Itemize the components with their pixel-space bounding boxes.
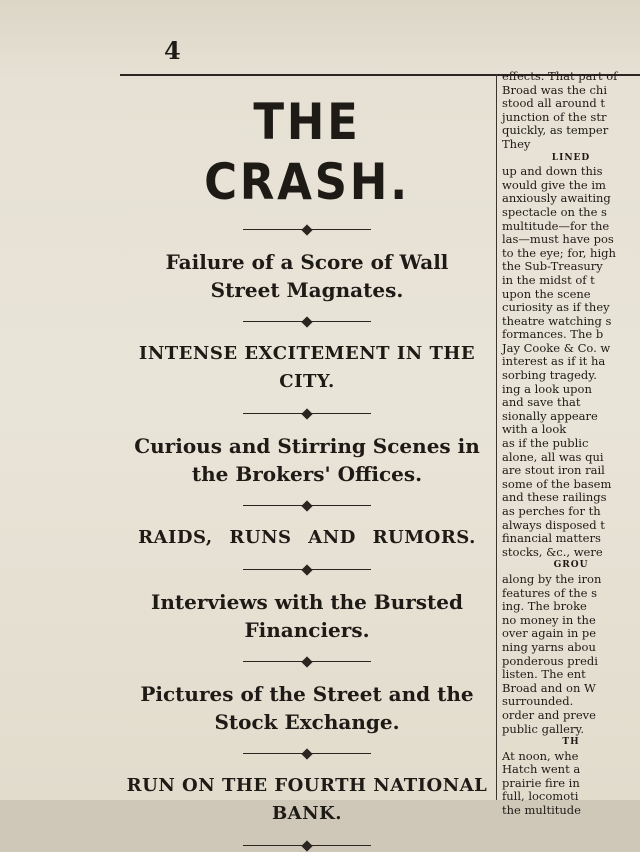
headline-deck-line: RUN ON THE FOURTH NATIONAL BANK. <box>126 775 488 824</box>
side-subhead: LINED <box>551 152 591 163</box>
headline-deck-line: Financiers. <box>244 618 370 642</box>
side-text-line: financial matters <box>502 531 601 546</box>
side-text-line: up and down this <box>502 164 603 179</box>
side-text-line: curiosity as if they <box>502 300 610 315</box>
headline-deck-line: Pictures of the Street and the <box>140 682 474 706</box>
deck-separator <box>243 500 371 512</box>
deck-separator <box>243 408 371 420</box>
headline-deck-line: RAIDS, RUNS AND RUMORS. <box>138 527 476 548</box>
side-text-line: the Sub-Treasury <box>502 259 603 274</box>
headline-deck-line: the Brokers' Offices. <box>191 462 423 486</box>
side-text-line: some of the basem <box>502 476 612 491</box>
side-text-line: anxiously awaiting <box>502 191 611 206</box>
side-text-line: prairie fire in <box>502 775 580 790</box>
main-article-column <box>118 80 496 824</box>
headline-deck-line: Interviews with the Bursted <box>151 590 463 614</box>
side-subhead: TH <box>562 737 580 748</box>
headline-deck-line: Failure of a Score of Wall <box>165 250 449 274</box>
side-text-line: At noon, whe <box>502 748 579 763</box>
side-text-line: ponderous predi <box>502 653 598 668</box>
column-rule <box>496 74 497 800</box>
headline-deck-line: Street Magnates. <box>210 278 404 302</box>
side-text-line: formances. The b <box>502 327 604 342</box>
side-text-line: public gallery. <box>502 721 585 736</box>
side-text-line: along by the iron <box>502 571 602 586</box>
side-text-line: full, locomoti <box>502 789 579 804</box>
side-text-line: sorbing tragedy. <box>502 368 597 383</box>
main-headline: THE CRASH. <box>204 93 410 211</box>
side-text-line: interest as if it ha <box>502 354 606 369</box>
side-text-line: upon the scene <box>502 286 591 301</box>
side-text-line: junction of the str <box>502 109 607 124</box>
side-text-line: ning yarns abou <box>502 639 596 654</box>
side-text-line: listen. The ent <box>502 667 586 682</box>
side-text-line: always disposed t <box>502 517 605 532</box>
side-text-line: Jay Cooke & Co. w <box>502 340 611 355</box>
side-text-line: las—must have pos <box>502 232 614 247</box>
side-text-line: They <box>502 136 531 151</box>
page-number: 4 <box>164 36 181 65</box>
side-text-line: sionally appeare <box>502 408 598 423</box>
side-text-line: and these railings <box>502 490 607 505</box>
side-text-line: over again in pe <box>502 626 597 641</box>
side-text-line: stocks, &c., were <box>502 544 603 559</box>
headline-deck-line: INTENSE EXCITEMENT IN THE CITY. <box>138 343 476 392</box>
headline-deck-line: Curious and Stirring Scenes in <box>134 434 480 458</box>
side-text-line: alone, all was qui <box>502 449 604 464</box>
side-text-line: spectacle on the s <box>502 204 607 219</box>
side-text-line: with a look <box>502 422 567 437</box>
side-text-line: no money in the <box>502 612 596 627</box>
deck-separator <box>243 224 371 236</box>
headline-deck-line: Stock Exchange. <box>214 710 400 734</box>
side-text-line: as perches for th <box>502 504 601 518</box>
side-text-line: ing a look upon <box>502 381 592 396</box>
deck-separator <box>243 748 371 760</box>
side-text-line: as if the public <box>502 436 589 451</box>
side-text-line: theatre watching s <box>502 313 612 328</box>
side-text-line: order and preve <box>502 707 596 722</box>
deck-separator <box>243 840 371 852</box>
headline-decks <box>118 224 496 852</box>
side-text-line: would give the im <box>502 177 606 192</box>
side-text-line: features of the s <box>502 585 598 600</box>
side-text-line: stood all around t <box>502 96 605 111</box>
side-text-line: surrounded. <box>502 694 574 709</box>
side-text-line: Hatch went a <box>502 762 581 777</box>
side-text-line: multitude—for the <box>502 218 610 233</box>
deck-separator <box>243 316 371 328</box>
side-text-line: in the midst of t <box>502 272 595 287</box>
side-subhead: GROU <box>553 560 589 571</box>
side-text-line: to the eye; for, high <box>502 245 616 260</box>
deck-separator <box>243 656 371 668</box>
side-text-line: effects. That part of <box>502 69 618 83</box>
side-text-line: ing. The broke <box>502 599 587 614</box>
deck-separator <box>243 564 371 576</box>
side-text-line: and save that <box>502 395 581 410</box>
side-text-line: Broad and on W <box>502 680 596 695</box>
side-text-line: Broad was the chi <box>502 82 608 97</box>
side-article-column <box>502 69 640 818</box>
side-text-line: quickly, as temper <box>502 123 609 138</box>
side-text-line: the multitude <box>502 803 581 818</box>
side-text-line: are stout iron rail <box>502 463 605 478</box>
